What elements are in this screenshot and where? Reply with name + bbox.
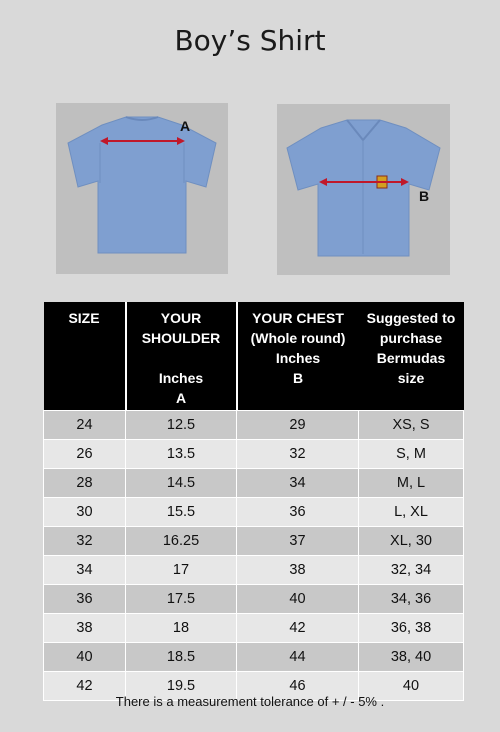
cell-chest: 37 — [237, 527, 359, 556]
header-size — [44, 302, 126, 411]
cell-size: 24 — [44, 411, 126, 440]
header-shoulder-unit: Inches — [158, 370, 204, 386]
cell-bermudas: 38, 40 — [359, 643, 464, 672]
header-shoulder — [126, 302, 237, 411]
cell-bermudas: S, M — [359, 440, 464, 469]
cell-chest: 34 — [237, 469, 359, 498]
cell-bermudas: 40 — [359, 672, 464, 701]
header-chest-code: B — [292, 370, 304, 386]
cell-size: 32 — [44, 527, 126, 556]
header-chest-line2: (Whole round) — [250, 330, 346, 346]
header-bermudas-line3: Bermudas — [376, 350, 446, 366]
cell-size: 36 — [44, 585, 126, 614]
cell-shoulder: 19.5 — [126, 672, 237, 701]
cell-bermudas: 36, 38 — [359, 614, 464, 643]
table-row — [44, 643, 464, 672]
table-row — [44, 469, 464, 498]
cell-chest: 38 — [237, 556, 359, 585]
page-title: Boy’s Shirt — [174, 24, 326, 57]
cell-bermudas: L, XL — [359, 498, 464, 527]
header-bermudas — [359, 302, 464, 411]
header-bermudas-line2: purchase — [379, 330, 443, 346]
cell-bermudas: XL, 30 — [359, 527, 464, 556]
cell-shoulder: 18.5 — [126, 643, 237, 672]
cell-size: 38 — [44, 614, 126, 643]
marker-a-label: A — [180, 118, 191, 134]
cell-chest: 40 — [237, 585, 359, 614]
cell-chest: 29 — [237, 411, 359, 440]
header-bermudas-line1: Suggested to — [366, 310, 456, 326]
table-row — [44, 556, 464, 585]
header-chest — [237, 302, 359, 411]
cell-bermudas: 34, 36 — [359, 585, 464, 614]
cell-shoulder: 16.25 — [126, 527, 237, 556]
cell-size: 30 — [44, 498, 126, 527]
header-shoulder-line2: SHOULDER — [141, 330, 221, 346]
table-row — [44, 440, 464, 469]
cell-chest: 44 — [237, 643, 359, 672]
table-row — [44, 411, 464, 440]
header-shoulder-code: A — [175, 390, 187, 406]
header-chest-unit: Inches — [275, 350, 321, 366]
cell-shoulder: 13.5 — [126, 440, 237, 469]
cell-size: 34 — [44, 556, 126, 585]
cell-bermudas: XS, S — [359, 411, 464, 440]
table-row — [44, 614, 464, 643]
cell-chest: 36 — [237, 498, 359, 527]
table-row — [44, 498, 464, 527]
cell-shoulder: 15.5 — [126, 498, 237, 527]
cell-shoulder: 17.5 — [126, 585, 237, 614]
cell-shoulder: 17 — [126, 556, 237, 585]
size-chart-table — [43, 302, 464, 701]
cell-shoulder: 14.5 — [126, 469, 237, 498]
header-chest-line1: YOUR CHEST — [252, 310, 344, 326]
header-bermudas-line4: size — [397, 370, 425, 386]
marker-b-label: B — [419, 188, 430, 204]
cell-size: 26 — [44, 440, 126, 469]
cell-chest: 42 — [237, 614, 359, 643]
table-row — [44, 527, 464, 556]
shirt-back-image — [56, 103, 228, 274]
cell-bermudas: 32, 34 — [359, 556, 464, 585]
table-row — [44, 585, 464, 614]
cell-bermudas: M, L — [359, 469, 464, 498]
cell-shoulder: 12.5 — [126, 411, 237, 440]
cell-chest: 46 — [237, 672, 359, 701]
header-size-label: SIZE — [68, 310, 100, 326]
cell-shoulder: 18 — [126, 614, 237, 643]
header-shoulder-line1: YOUR — [160, 310, 202, 326]
table-header-row — [44, 302, 464, 411]
cell-size: 42 — [44, 672, 126, 701]
cell-chest: 32 — [237, 440, 359, 469]
cell-size: 40 — [44, 643, 126, 672]
tolerance-note: There is a measurement tolerance of + / - 5% . — [115, 694, 385, 709]
cell-size: 28 — [44, 469, 126, 498]
